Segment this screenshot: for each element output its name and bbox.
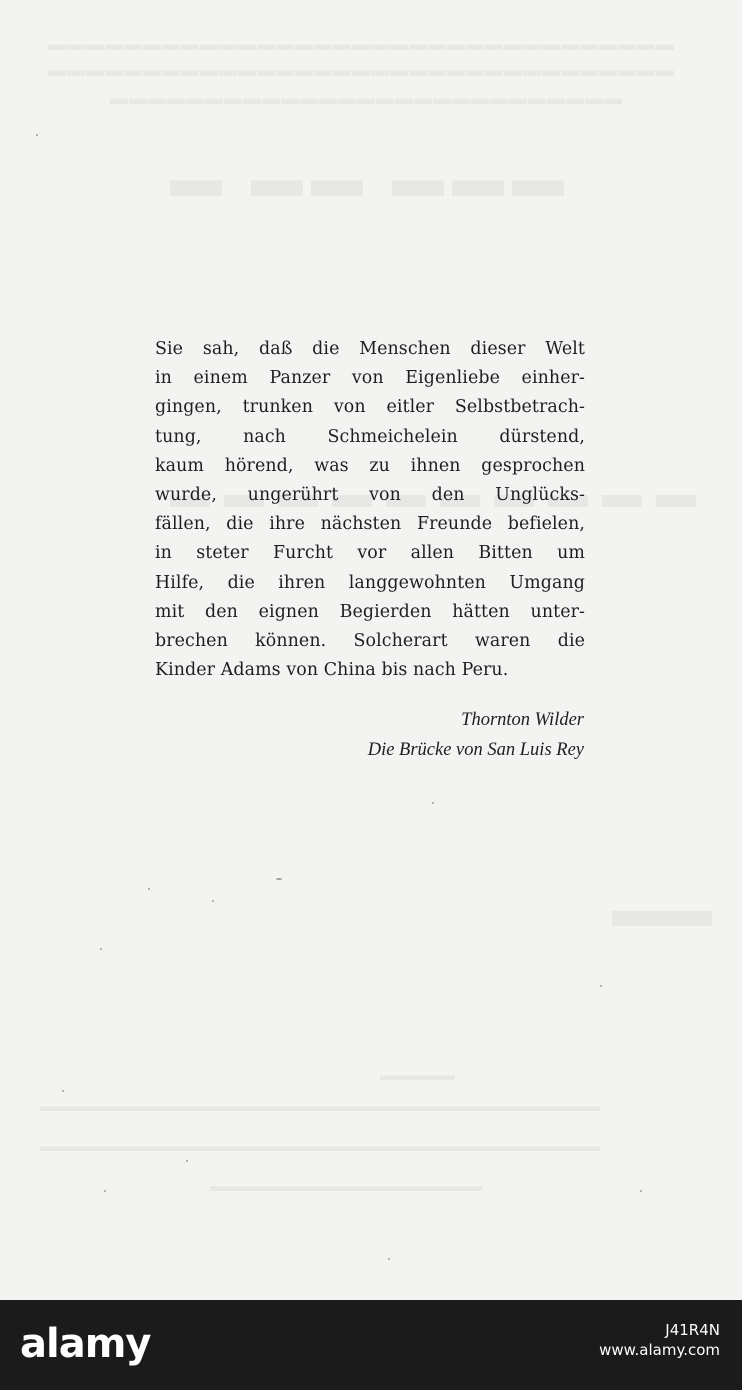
quote-line: in steter Furcht vor allen Bitten um: [155, 543, 585, 564]
attribution-author: Thornton Wilder: [461, 710, 584, 730]
paper-speck: [388, 1258, 390, 1260]
quote-line: in einem Panzer von Eigenliebe einher-: [155, 368, 585, 389]
quote-attribution: [368, 705, 584, 765]
alamy-logo: alamy: [20, 1321, 151, 1367]
bleed-through-text: [170, 150, 572, 209]
paper-speck: [600, 985, 602, 987]
paper-speck: [104, 1190, 106, 1192]
quote-line: brechen können. Solcherart waren die: [155, 630, 585, 651]
quote-line: kaum hörend, was zu ihnen gesprochen: [155, 455, 585, 476]
site-url: www.alamy.com: [599, 1341, 720, 1359]
paper-speck: [276, 878, 282, 880]
bleed-through-text: [612, 880, 712, 938]
paper-speck: [186, 1160, 188, 1162]
quote-line: Sie sah, daß die Menschen dieser Welt: [155, 339, 585, 359]
attribution-work: Die Brücke von San Luis Rey: [367, 740, 584, 760]
quote-line: gingen, trunken von eitler Selbstbetrach-: [155, 397, 585, 418]
paper-speck: [432, 802, 434, 804]
paper-speck: [212, 900, 214, 902]
quote-line: fällen, die ihre nächsten Freunde befielen,: [155, 514, 585, 535]
paper-speck: [100, 948, 102, 950]
quote-line: wurde, ungerührt von den Unglücks-: [155, 484, 585, 505]
paper-speck: [62, 1090, 64, 1092]
bleed-through-text: [40, 1138, 600, 1156]
bleed-through-text: [110, 88, 623, 109]
bleed-through-text: [380, 1068, 455, 1085]
image-id: J41R4N: [665, 1321, 720, 1339]
quote-line: Hilfe, die ihren langgewohnten Umgang: [155, 572, 585, 593]
bleed-through-text: [40, 1098, 600, 1116]
quote-line: mit den eignen Begierden hätten unter-: [155, 601, 585, 622]
paper-speck: [148, 888, 150, 890]
quote-line: tung, nach Schmeichelein dürstend,: [155, 426, 585, 447]
paper-speck: [36, 134, 38, 136]
bleed-through-text: [210, 1178, 482, 1196]
bleed-through-text: [48, 60, 675, 81]
paper-speck: [640, 1190, 642, 1192]
image-reference: [599, 1320, 720, 1360]
epigraph-quote: [155, 335, 585, 685]
quote-line: Kinder Adams von China bis nach Peru.: [155, 660, 509, 681]
stock-watermark-bar: [0, 1300, 742, 1390]
bleed-through-text: [48, 34, 675, 55]
